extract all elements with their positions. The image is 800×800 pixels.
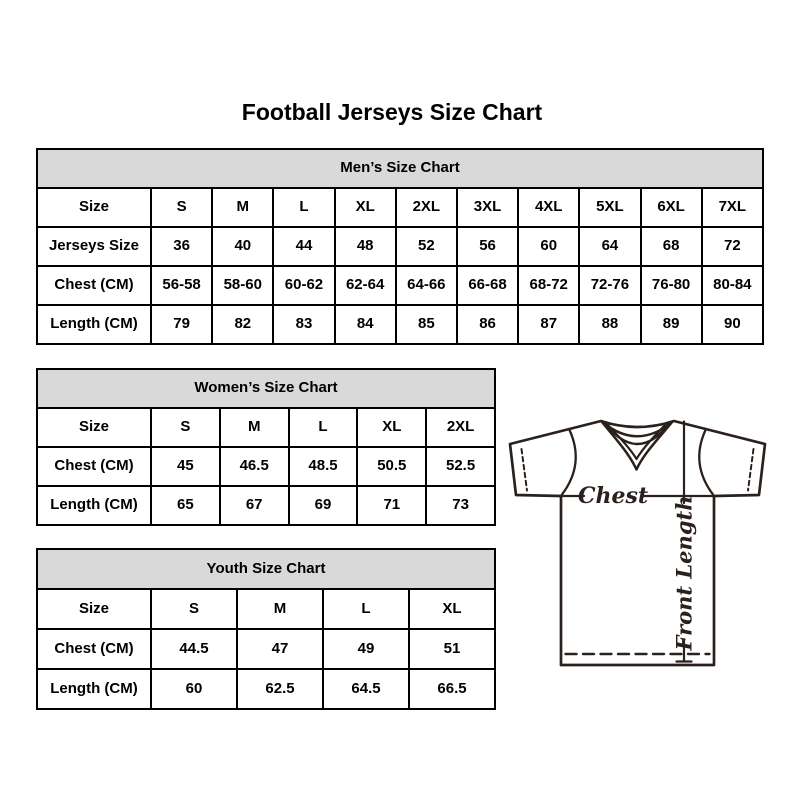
men-value-cell: 6XL bbox=[641, 188, 702, 227]
men-value-cell: 68-72 bbox=[518, 266, 579, 305]
youth-value-cell: L bbox=[323, 589, 409, 629]
youth-value-cell: 49 bbox=[323, 629, 409, 669]
youth-row-label: Length (CM) bbox=[37, 669, 151, 709]
youth-value-cell: XL bbox=[409, 589, 495, 629]
youth-value-cell: 47 bbox=[237, 629, 323, 669]
women-row-label: Chest (CM) bbox=[37, 447, 151, 486]
front-length-measure-label: Front Length bbox=[671, 495, 697, 651]
men-row-label: Length (CM) bbox=[37, 305, 151, 344]
youth-value-cell: 44.5 bbox=[151, 629, 237, 669]
women-value-cell: 46.5 bbox=[220, 447, 289, 486]
men-value-cell: 3XL bbox=[457, 188, 518, 227]
men-value-cell: 56 bbox=[457, 227, 518, 266]
men-value-cell: 79 bbox=[151, 305, 212, 344]
women-value-cell: 48.5 bbox=[289, 447, 358, 486]
youth-value-cell: 51 bbox=[409, 629, 495, 669]
women-value-cell: 67 bbox=[220, 486, 289, 525]
men-value-cell: 72-76 bbox=[579, 266, 640, 305]
women-value-cell: 50.5 bbox=[357, 447, 426, 486]
men-row-label: Size bbox=[37, 188, 151, 227]
men-value-cell: 4XL bbox=[518, 188, 579, 227]
men-value-cell: 76-80 bbox=[641, 266, 702, 305]
youth-row-label: Chest (CM) bbox=[37, 629, 151, 669]
men-value-cell: 52 bbox=[396, 227, 457, 266]
men-value-cell: 82 bbox=[212, 305, 273, 344]
women-value-cell: 52.5 bbox=[426, 447, 495, 486]
men-value-cell: S bbox=[151, 188, 212, 227]
chest-measure-label: Chest bbox=[577, 483, 649, 509]
youth-value-cell: M bbox=[237, 589, 323, 629]
men-value-cell: 84 bbox=[335, 305, 396, 344]
men-value-cell: L bbox=[273, 188, 334, 227]
women-value-cell: 2XL bbox=[426, 408, 495, 447]
women-value-cell: 71 bbox=[357, 486, 426, 525]
men-value-cell: 56-58 bbox=[151, 266, 212, 305]
men-value-cell: 64-66 bbox=[396, 266, 457, 305]
men-value-cell: 83 bbox=[273, 305, 334, 344]
men-value-cell: 2XL bbox=[396, 188, 457, 227]
youth-value-cell: 62.5 bbox=[237, 669, 323, 709]
men-value-cell: 60-62 bbox=[273, 266, 334, 305]
youth-table-title: Youth Size Chart bbox=[37, 549, 495, 589]
men-value-cell: 68 bbox=[641, 227, 702, 266]
men-value-cell: 86 bbox=[457, 305, 518, 344]
women-value-cell: M bbox=[220, 408, 289, 447]
cuff-stitch-right bbox=[748, 449, 754, 491]
men-value-cell: M bbox=[212, 188, 273, 227]
men-value-cell: XL bbox=[335, 188, 396, 227]
men-value-cell: 80-84 bbox=[702, 266, 763, 305]
cuff-stitch-left bbox=[522, 449, 528, 491]
men-table-title: Men’s Size Chart bbox=[37, 149, 763, 188]
youth-size-table bbox=[36, 548, 496, 710]
mens-size-table bbox=[36, 148, 764, 345]
women-value-cell: XL bbox=[357, 408, 426, 447]
women-row-label: Length (CM) bbox=[37, 486, 151, 525]
men-row-label: Jerseys Size bbox=[37, 227, 151, 266]
men-row-label: Chest (CM) bbox=[37, 266, 151, 305]
men-value-cell: 7XL bbox=[702, 188, 763, 227]
men-value-cell: 60 bbox=[518, 227, 579, 266]
womens-size-table bbox=[36, 368, 496, 526]
men-value-cell: 66-68 bbox=[457, 266, 518, 305]
women-value-cell: 45 bbox=[151, 447, 220, 486]
women-value-cell: 73 bbox=[426, 486, 495, 525]
men-value-cell: 40 bbox=[212, 227, 273, 266]
men-value-cell: 5XL bbox=[579, 188, 640, 227]
youth-value-cell: 66.5 bbox=[409, 669, 495, 709]
men-value-cell: 44 bbox=[273, 227, 334, 266]
women-row-label: Size bbox=[37, 408, 151, 447]
armhole-seam-right bbox=[699, 430, 713, 495]
men-value-cell: 36 bbox=[151, 227, 212, 266]
men-value-cell: 62-64 bbox=[335, 266, 396, 305]
youth-value-cell: S bbox=[151, 589, 237, 629]
women-value-cell: 65 bbox=[151, 486, 220, 525]
men-value-cell: 87 bbox=[518, 305, 579, 344]
youth-value-cell: 60 bbox=[151, 669, 237, 709]
armhole-seam-left bbox=[562, 430, 576, 495]
men-value-cell: 89 bbox=[641, 305, 702, 344]
women-value-cell: 69 bbox=[289, 486, 358, 525]
youth-row-label: Size bbox=[37, 589, 151, 629]
men-value-cell: 64 bbox=[579, 227, 640, 266]
women-value-cell: L bbox=[289, 408, 358, 447]
men-value-cell: 85 bbox=[396, 305, 457, 344]
men-value-cell: 88 bbox=[579, 305, 640, 344]
women-value-cell: S bbox=[151, 408, 220, 447]
men-value-cell: 90 bbox=[702, 305, 763, 344]
youth-value-cell: 64.5 bbox=[323, 669, 409, 709]
women-table-title: Women’s Size Chart bbox=[37, 369, 495, 408]
men-value-cell: 58-60 bbox=[212, 266, 273, 305]
men-value-cell: 48 bbox=[335, 227, 396, 266]
men-value-cell: 72 bbox=[702, 227, 763, 266]
page-title: Football Jerseys Size Chart bbox=[241, 99, 543, 125]
jersey-measurement-diagram bbox=[496, 400, 784, 680]
